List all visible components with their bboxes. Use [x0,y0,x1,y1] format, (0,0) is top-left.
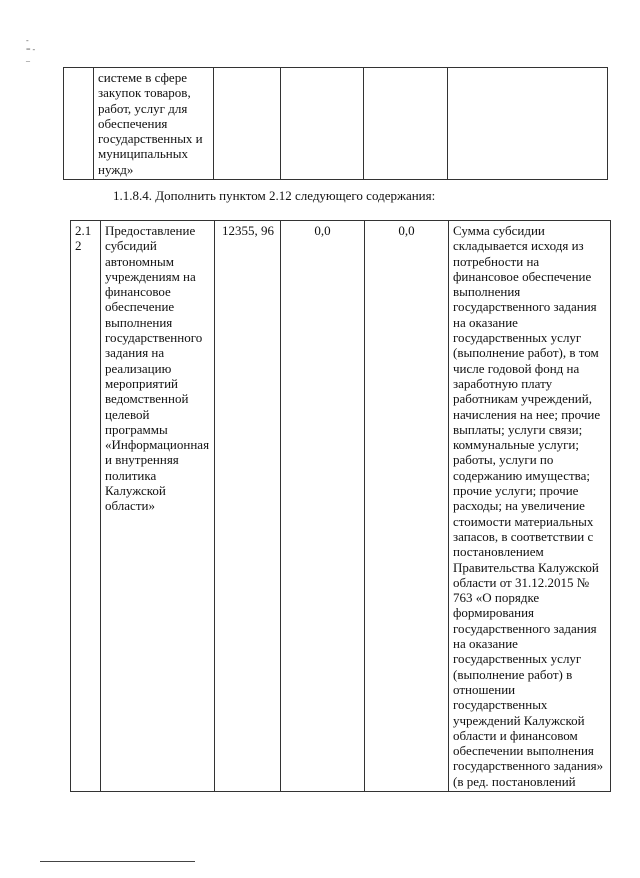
scan-mark: _ [26,54,30,63]
table-cell [214,68,281,180]
value-1-cell: 12355, 96 [215,221,281,792]
item-text-cell: системе в сфере закупок товаров, работ, услуг для обеспечения государственных и муниципальных нужд» [94,68,214,180]
table-cell [364,68,448,180]
table-cell [281,68,364,180]
item-name-cell: Предоставление субсидий автономным учреждениям на финансовое обеспечение выполнения государственного задания на реализацию мероприятий ведомственной целевой программы «Информационная и внутренняя политика Калужской области» [101,221,215,792]
scan-mark: = - [26,45,36,54]
value-3-cell: 0,0 [365,221,449,792]
table-cell [448,68,608,180]
section-heading: 1.1.8.4. Дополнить пунктом 2.12 следующего содержания: [113,188,436,203]
table-cell [64,68,94,180]
table-row [64,68,608,180]
description-cell: Сумма субсидии складывается исходя из потребности на финансовое обеспечение выполнения государственного задания на оказание государственных услуг (выполнение работ), в том числе годовой фонд на заработную плату работникам учреждений, начисления на нее; прочие выплаты; услуги связи; коммунальные услуги; работы, услуги по содержанию имущества; прочие услуги; прочие расходы; на увеличение стоимости материальных запасов, в соответствии с постановлением Правительства Калужской области от 31.12.2015 № 763 «О порядке формирования государственного задания на оказание государственных услуг (выполнение работ) в отношении государственных учреждений Калужской области и финансовом обеспечении выполнения государственного задания» (в ред. постановлений [449,221,611,792]
value-2-cell: 0,0 [281,221,365,792]
continuation-table [63,67,608,180]
scan-marks [26,36,35,63]
table-row [71,221,611,792]
footnote-separator [40,861,195,862]
row-number-cell: 2.12 [71,221,101,792]
main-table [70,220,611,792]
scan-mark: - [26,36,29,45]
